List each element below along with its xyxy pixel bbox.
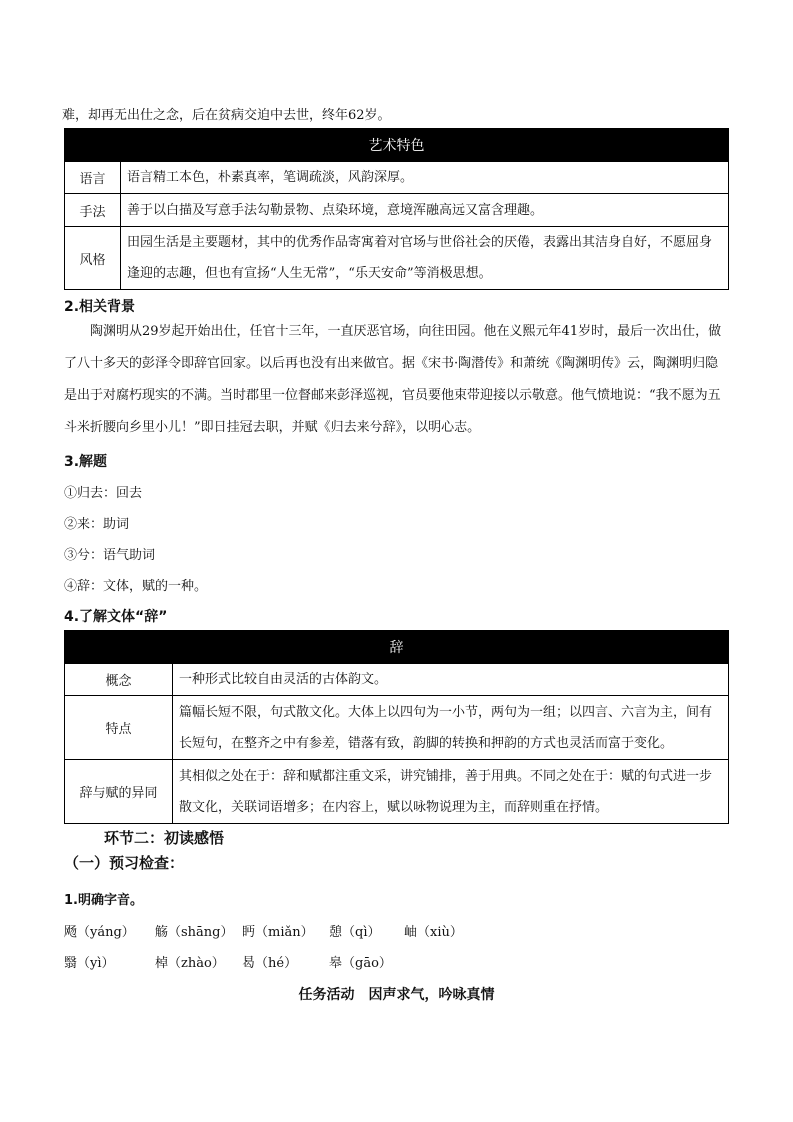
background-heading: 2.相关背景 xyxy=(64,299,136,315)
pinyin-item: 岫（xiù） xyxy=(404,925,463,940)
ci-row-content: 篇幅长短不限，句式散文化。大体上以四句为一小节，两句为一组；以四言、六言为主，间有长短句，在整齐之中有参差，错落有致，韵脚的转换和押韵的方式也灵活而富于变化。 xyxy=(173,696,729,760)
ci-heading: 4.了解文体“辞” xyxy=(64,609,168,625)
jieti-item: ①归去：回去 xyxy=(64,486,143,501)
pinyin-item: 觞（shāng） xyxy=(155,925,234,940)
art-row-label: 语言 xyxy=(65,162,121,194)
art-row-label: 风格 xyxy=(65,227,121,290)
jieti-item: ②来：助词 xyxy=(64,517,130,532)
pinyin-item: 飏（yáng） xyxy=(64,925,135,940)
ci-row-label: 概念 xyxy=(65,664,173,696)
task-activity-title: 任务活动 因声求气，吟咏真情 xyxy=(298,987,495,1003)
art-row-label: 手法 xyxy=(65,194,121,227)
jieti-item: ③兮：语气助词 xyxy=(64,548,156,563)
ci-row-content: 其相似之处在于：辞和赋都注重文采，讲究铺排，善于用典。不同之处在于：赋的句式进一步散文化，关联词语增多；在内容上，赋以咏物说理为主，而辞则重在抒情。 xyxy=(173,760,729,824)
pinyin-item: 翳（yì） xyxy=(64,956,115,971)
section2-subtitle: （一）预习检查： xyxy=(64,854,185,872)
jieti-item: ④辞：文体，赋的一种。 xyxy=(64,579,208,594)
pinyin-item: 眄（miǎn） xyxy=(242,925,314,940)
pinyin-item: 曷（hé） xyxy=(242,956,298,971)
pinyin-item: 皋（gāo） xyxy=(329,956,392,971)
art-row-content: 语言精工本色，朴素真率，笔调疏淡，风韵深厚。 xyxy=(121,162,729,194)
art-row-content: 善于以白描及写意手法勾勒景物、点染环境，意境浑融高远又富含理趣。 xyxy=(121,194,729,227)
pinyin-item: 棹（zhào） xyxy=(155,956,225,971)
art-features-table xyxy=(64,128,729,290)
pinyin-heading: 1.明确字音。 xyxy=(64,893,143,908)
art-features-header: 艺术特色 xyxy=(65,129,729,162)
background-paragraph: 陶渊明从29岁起开始出仕，任官十三年，一直厌恶官场，向往田园。他在义熙元年41岁时，最后一次出仕，做了八十多天的彭泽令即辞官回家。以后再也没有出来做官。据《宋书·陶潜传》和萧统《陶渊明传》云，陶渊明归隐是出于对腐朽现实的不满。当时郡里一位督邮来彭泽巡视，官员要他束带迎接以示敬意。他气愤地说：“我不愿为五斗米折腰向乡里小儿！”即日挂冠去职，并赋《归去来兮辞》，以明心志。 xyxy=(64,324,722,435)
ci-row-label: 特点 xyxy=(65,696,173,760)
ci-table xyxy=(64,630,729,824)
art-row-content: 田园生活是主要题材，其中的优秀作品寄寓着对官场与世俗社会的厌倦，表露出其洁身自好，不愿屈身逢迎的志趣，但也有宣扬“人生无常”，“乐天安命”等消极思想。 xyxy=(121,227,729,290)
section2-title: 环节二：初读感悟 xyxy=(104,829,225,847)
pinyin-item: 憩（qì） xyxy=(329,925,381,940)
intro-line: 难，却再无出仕之念，后在贫病交迫中去世，终年62岁。 xyxy=(62,108,391,123)
jieti-heading: 3.解题 xyxy=(64,454,108,470)
ci-row-label: 辞与赋的异同 xyxy=(65,760,173,824)
ci-row-content: 一种形式比较自由灵活的古体韵文。 xyxy=(173,664,729,696)
ci-table-header: 辞 xyxy=(65,631,729,664)
